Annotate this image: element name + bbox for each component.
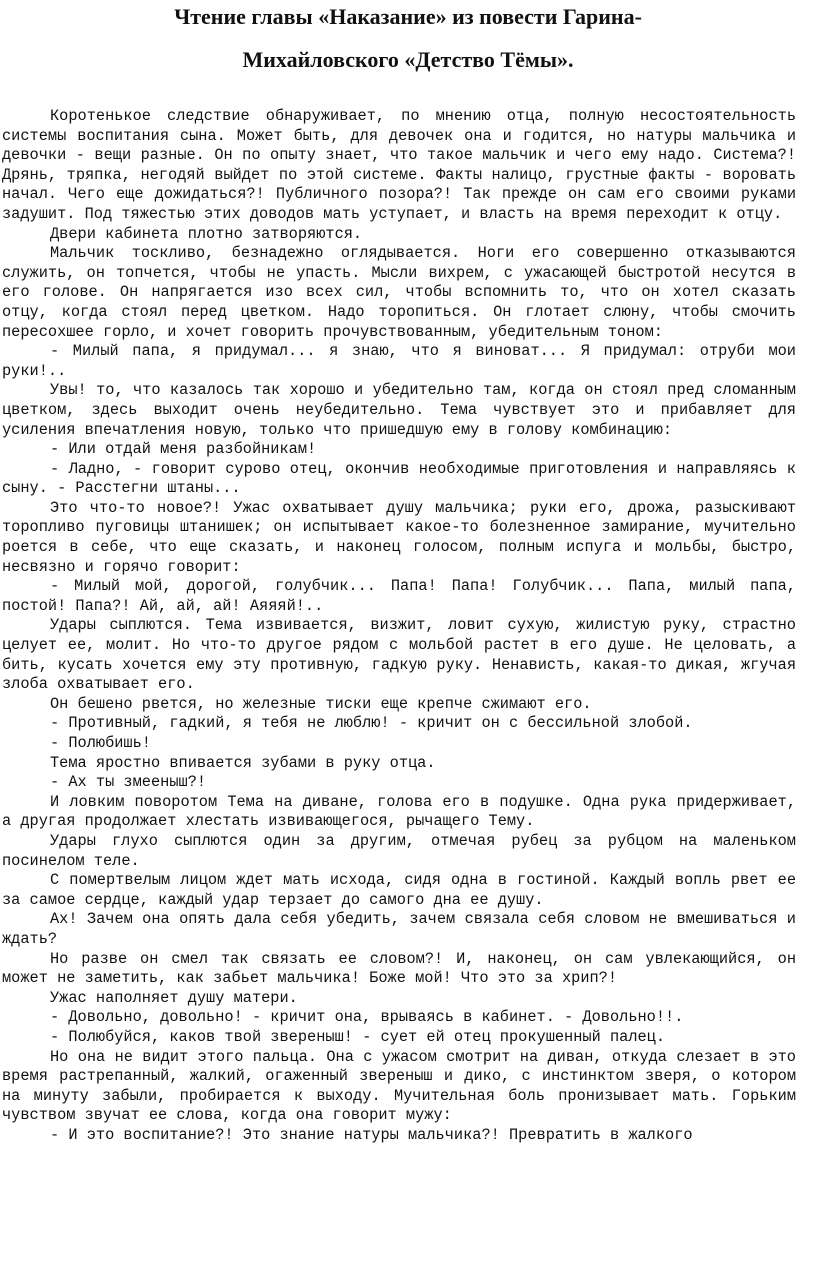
paragraph: Тема яростно впивается зубами в руку отца. xyxy=(50,753,436,772)
paragraph: - Или отдай меня разбойникам! xyxy=(50,440,317,459)
paragraph: Это что-то новое?! Ужас охватывает душу мальчика; руки его, дрожа, разыскивают торопливо пуговицы штанишек; он испытывает какое-то болезненное замирание, мучительно роется в себе, что еще сказать, и наконец голосом, полным испуга и мольбы, быстро, несвязно и горячо говорит: xyxy=(2,498,796,576)
paragraph: Коротенькое следствие обнаруживает, по мнению отца, полную несостоятельность системы воспитания сына. Может быть, для девочек она и годится, но натуры мальчика и девочки - вещи разные. Он по опыту знает, что такое мальчик и чего ему надо. Система?! Дрянь, тряпка, негодяй выйдет по этой системе. Факты налицо, грустные факты - воровать начал. Чего еще дожидаться?! Публичного позора?! Так прежде он сам его своими руками задушит. Под тяжестью этих доводов мать уступает, и власть на время переходит к отцу. xyxy=(2,107,796,223)
paragraph: - Милый папа, я придумал... я знаю, что я виноват... Я придумал: отруби мои руки!.. xyxy=(2,342,796,380)
paragraph: С помертвелым лицом ждет мать исхода, сидя одна в гостиной. Каждый вопль рвет ее за самое сердце, каждый удар терзает до самого дна ее душу. xyxy=(2,871,796,909)
paragraph: - И это воспитание?! Это знание натуры мальчика?! Превратить в жалкого xyxy=(50,1125,693,1144)
paragraph: - Полюбишь! xyxy=(50,734,151,752)
paragraph: Удары сыплются. Тема извивается, визжит, ловит сухую, жилистую руку, страстно целует ее, молит. Но что-то другое рядом с мольбой растет в его душе. Не целовать, а бить, кусать хочется ему эту противную, гадкую руку. Ненависть, какая-то дикая, жгучая злоба охватывает его. xyxy=(2,616,796,694)
paragraph: - Довольно, довольно! - кричит она, врываясь в кабинет. - Довольно!!. xyxy=(50,1008,684,1027)
paragraph: Но она не видит этого пальца. Она с ужасом смотрит на диван, откуда слезает в это время растрепанный, жалкий, огаженный звереныш и дико, с инстинктом зверя, о котором на минуту забыли, пробирается к выходу. Мучительная боль пронизывает мать. Горьким чувством звучат ее слова, когда она говорит мужу: xyxy=(2,1047,796,1125)
paragraph: - Полюбуйся, каков твой звереныш! - сует ей отец прокушенный палец. xyxy=(50,1027,666,1046)
paragraph: - Милый мой, дорогой, голубчик... Папа! Папа! Голубчик... Папа, милый папа, постой! Папа?! Ай, ай, ай! Аяяяй!.. xyxy=(2,577,796,615)
paragraph: Удары глухо сыплются один за другим, отмечая рубец за рубцом на маленьком посинелом теле. xyxy=(2,831,796,870)
paragraph: Мальчик тоскливо, безнадежно оглядывается. Ноги его совершенно отказываются служить, он топчется, чтобы не упасть. Мысли вихрем, с ужасающей быстротой несутся в его голове. Он напрягается изо всех сил, чтобы вспомнить то, что он хотел сказать отцу, когда стоял перед цветком. Надо торопиться. Он глотает слюну, чтобы смочить пересохшее горло, и хочет говорить прочувствованным, убедительным тоном: xyxy=(2,244,796,341)
paragraph: Ужас наполняет душу матери. xyxy=(50,988,298,1007)
paragraph: Он бешено рвется, но железные тиски еще крепче сжимают его. xyxy=(50,694,592,713)
paragraph: Ах! Зачем она опять дала себя убедить, зачем связала себя словом не вмешиваться и ждать? xyxy=(2,910,796,948)
paragraph: Двери кабинета плотно затворяются. xyxy=(50,224,363,243)
paragraph: - Ладно, - говорит сурово отец, окончив необходимые приготовления и направляясь к сыну. - Расстегни штаны... xyxy=(2,459,796,498)
paragraph: Увы! то, что казалось так хорошо и убедительно там, когда он стоял пред сломанным цветком, здесь выходит очень неубедительно. Тема чувствует это и прибавляет для усиления впечатления новую, только что пришедшую ему в голову комбинацию: xyxy=(2,381,796,439)
paragraph: - Ах ты змееныш?! xyxy=(50,773,207,792)
paragraph: - Противный, гадкий, я тебя не люблю! - кричит он с бессильной злобой. xyxy=(50,714,693,733)
title-line-1: Чтение главы «Наказание» из повести Гарина- xyxy=(174,4,642,29)
document-body xyxy=(2,107,796,1145)
paragraph: И ловким поворотом Тема на диване, голова его в подушке. Одна рука придерживает, а другая продолжает хлестать извивающегося, рычащего Тему. xyxy=(2,792,796,831)
paragraph: Но разве он смел так связать ее словом?! И, наконец, он сам увлекающийся, он может не заметить, как забьет мальчика! Боже мой! Что это за хрип?! xyxy=(2,949,796,988)
title-line-2: Михайловского «Детство Тёмы». xyxy=(242,47,574,72)
